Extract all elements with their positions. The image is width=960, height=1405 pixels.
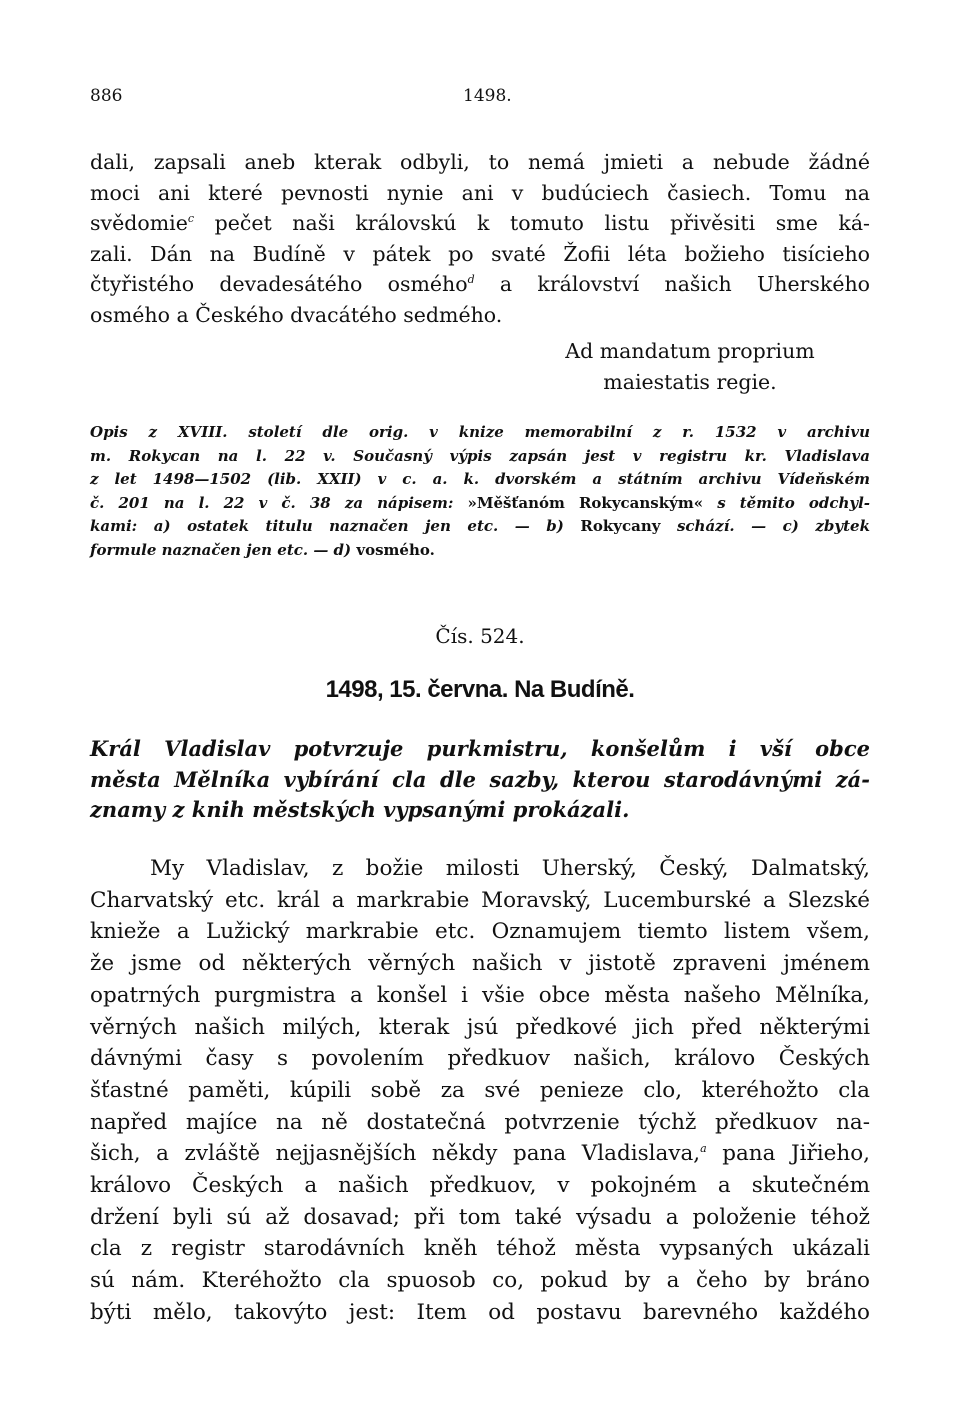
note-segment: »Měšťanóm Rokycanským« <box>467 493 704 512</box>
body-line: dávnými časy s povolením předkuov našich, královo Českých <box>90 1046 870 1072</box>
body-line <box>90 1138 870 1170</box>
note-segment: formule naznačen jen etc. — d) <box>90 540 357 559</box>
page-header <box>90 86 870 110</box>
page-number: 886 <box>90 86 123 106</box>
footnote-mark: a <box>700 1142 707 1156</box>
note-segment: s těmito odchyl- <box>703 493 870 512</box>
body-line: sú nám. Kteréhožto cla spuosob co, pokud by a čeho by bráno <box>90 1268 870 1294</box>
document-page <box>90 0 870 1405</box>
text-line <box>90 208 870 239</box>
footnote-mark: d <box>467 273 475 287</box>
body-line: cla z registr starodávních kněh téhož města vypsaných ukázali <box>90 1236 870 1262</box>
body-line: opatrných purgmistra a konšel i všie obce města našeho Mělníka, <box>90 982 870 1008</box>
note-line: z let 1498—1502 (lib. XXII) v c. a. k. dvorském a státním archivu Vídeňském <box>90 470 870 489</box>
note-segment: kami: a) ostatek titulu naznačen jen etc. — b) <box>90 517 581 536</box>
note-segment: Rokycany <box>580 517 661 536</box>
note-segment: vosmého. <box>356 540 435 559</box>
text-line: osmého a Českého dvacátého sedmého. <box>90 302 503 327</box>
document-number: Čís. 524. <box>435 624 525 648</box>
body-line: knieže a Lužický markrabie etc. Oznamujem tiemto listem všem, <box>90 919 870 945</box>
note-line: Opis z XVIII. století dle orig. v knize memorabilní z r. 1532 v archivu <box>90 423 870 441</box>
body-segment: šich, a zvláště nejjasnějších někdy pana Vladislava, <box>90 1141 701 1167</box>
document-closing-paragraph <box>90 147 870 331</box>
regest-line: města Mělníka vybírání cla dle sazby, kterou starodávnými zá- <box>90 766 870 792</box>
note-segment: schází. — c) zbytek <box>660 517 870 536</box>
text-segment: svědomie <box>90 211 188 236</box>
body-line: šťastné paměti, kúpili sobě za své penieze clo, kteréhožto cla <box>90 1077 870 1103</box>
text-line: dali, zapsali aneb kterak odbyli, to nemá jmieti a nebude žádné <box>90 150 870 174</box>
footnote-mark: c <box>187 212 194 226</box>
body-line: býti mělo, takovýto jest: Item od postavu barevného každého <box>90 1299 870 1325</box>
body-line: královo Českých a našich předkuov, v pokojném a skutečném <box>90 1173 870 1199</box>
note-line <box>90 492 870 516</box>
body-line: My Vladislav, z božie milosti Uherský, Český, Dalmatský, <box>150 856 870 881</box>
body-line: Charvatský etc. král a markrabie Moravský, Lucemburské a Slezské <box>90 887 870 913</box>
note-line <box>90 515 870 539</box>
note-segment: č. 201 na l. 22 v č. 38 za nápisem: <box>90 493 468 512</box>
running-year: 1498. <box>463 86 512 106</box>
body-line: držení byli sú až dosavad; při tom také výsadu a položenie téhož <box>90 1204 870 1230</box>
regest-line: Král Vladislav potvrzuje purkmistru, konšelům i vší obce <box>90 736 870 761</box>
text-line: zali. Dán na Budíně v pátek po svaté Žofii léta božieho tisícieho <box>90 241 870 266</box>
chancery-note <box>510 336 870 398</box>
date-heading: 1498, 15. června. Na Budíně. <box>325 676 635 703</box>
charter-text <box>90 853 870 1329</box>
body-line: napřed majíce na ně dostatečná potvrzenie týchž předkuov na- <box>90 1109 870 1135</box>
text-segment: pečet naši královskú k tomuto listu přivěsiti sme ká- <box>194 211 870 236</box>
chancery-note-line: maiestatis regie. <box>603 370 777 394</box>
text-line <box>90 269 870 300</box>
text-line: moci ani které pevnosti nynie ani v budúciech časiech. Tomu na <box>90 180 870 205</box>
text-segment: čtyřistého devadesátého osmého <box>90 272 468 297</box>
chancery-note-line: Ad mandatum proprium <box>565 339 815 363</box>
body-line: věrných našich milých, kterak jsú předkové jich před některými <box>90 1014 870 1040</box>
source-notes <box>90 421 870 563</box>
text-segment: a království našich Uherského <box>474 272 870 297</box>
regest-summary <box>90 734 870 826</box>
regest-line: znamy z knih městských vypsanými prokázali. <box>90 797 630 823</box>
note-line <box>90 539 870 563</box>
body-segment: pana Jiřieho, <box>706 1141 870 1167</box>
note-line: m. Rokycan na l. 22 v. Současný výpis zapsán jest v registru kr. Vladislava <box>90 446 870 465</box>
body-line: že jsme od některých věrných našich v jistotě zpraveni jménem <box>90 951 870 977</box>
